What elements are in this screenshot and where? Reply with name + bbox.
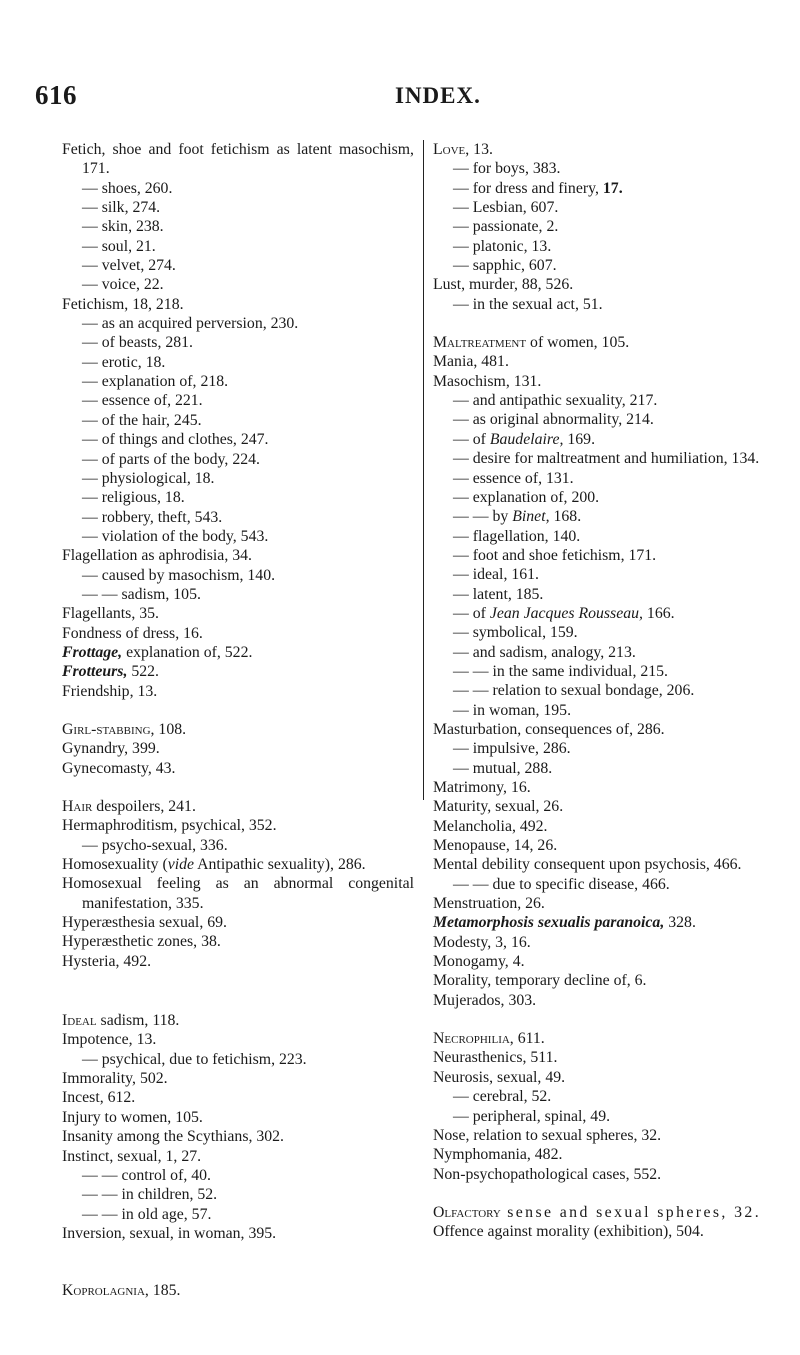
entry-italic: Jean Jacques Rousseau, bbox=[489, 604, 643, 622]
index-subentry: — flagellation, 140. bbox=[453, 527, 581, 545]
entry-italic: Binet, bbox=[512, 508, 550, 526]
index-subentry: — — sadism, 105. bbox=[82, 585, 201, 603]
index-subentry: — velvet, 274. bbox=[82, 257, 176, 275]
subentry-list bbox=[62, 1166, 414, 1224]
index-subentry: — impulsive, 286. bbox=[453, 740, 571, 758]
index-subentry: — of things and clothes, 247. bbox=[82, 431, 269, 449]
index-entry: Nose, relation to sexual spheres, 32. bbox=[433, 1126, 662, 1144]
index-subentry: — ideal, 161. bbox=[453, 566, 539, 584]
index-entry bbox=[62, 1281, 414, 1300]
section-term: Maltreatment bbox=[433, 334, 527, 352]
index-entry: Mania, 481. bbox=[433, 353, 509, 371]
index-entry: Neurasthenics, 511. bbox=[433, 1049, 558, 1067]
entry-rest: 108. bbox=[154, 720, 187, 738]
index-entry: Insanity among the Scythians, 302. bbox=[62, 1128, 285, 1146]
entry-part: 166. bbox=[642, 604, 675, 622]
index-subentry: — — in the same individual, 215. bbox=[453, 662, 668, 680]
index-entry: Lust, murder, 88, 526. bbox=[433, 276, 574, 294]
index-subentry: — latent, 185. bbox=[453, 585, 544, 603]
index-entry: Hysteria, 492. bbox=[62, 952, 152, 970]
index-subentry: — as original abnormality, 214. bbox=[453, 411, 654, 429]
index-entry bbox=[62, 1011, 414, 1030]
index-entry: Menstruation, 26. bbox=[433, 895, 545, 913]
index-subentry: — religious, 18. bbox=[82, 489, 185, 507]
entry-rest: 522. bbox=[127, 663, 159, 681]
index-subentry bbox=[433, 430, 763, 449]
index-entry: Hyperæsthesia sexual, 69. bbox=[62, 914, 227, 932]
subentry-list bbox=[433, 159, 763, 178]
index-subentry: — in the sexual act, 51. bbox=[453, 295, 603, 313]
index-subentry: — essence of, 221. bbox=[82, 392, 203, 410]
index-entry: Menopause, 14, 26. bbox=[433, 837, 558, 855]
index-subentry: — and sadism, analogy, 213. bbox=[453, 643, 636, 661]
section-term: Love, bbox=[433, 141, 470, 158]
index-subentry: — — due to specific disease, 466. bbox=[453, 875, 670, 893]
subentry-list bbox=[433, 1087, 763, 1126]
index-subentry: — voice, 22. bbox=[82, 276, 164, 294]
section-term: Olfactory bbox=[433, 1203, 501, 1221]
entry-bold: 17. bbox=[602, 179, 623, 197]
entry-term: Frottage, bbox=[62, 643, 123, 661]
subentry-list bbox=[433, 198, 763, 275]
index-subentry: — — relation to sexual bondage, 206. bbox=[453, 682, 695, 700]
subentry-list bbox=[62, 314, 414, 546]
index-subentry: — essence of, 131. bbox=[453, 469, 574, 487]
entry-part: 169. bbox=[563, 430, 596, 448]
entry-italic: vide bbox=[167, 856, 195, 874]
column-divider bbox=[423, 140, 424, 800]
index-entry: Gynandry, 399. bbox=[62, 740, 160, 758]
index-entry: Flagellants, 35. bbox=[62, 605, 159, 623]
subentry-list bbox=[433, 449, 763, 507]
running-head: INDEX. bbox=[395, 83, 481, 108]
index-entry: Fondness of dress, 16. bbox=[62, 624, 203, 642]
index-subentry bbox=[433, 604, 763, 623]
entry-part: — of bbox=[453, 430, 490, 448]
subentry-list bbox=[433, 739, 763, 778]
subentry-list bbox=[62, 179, 414, 295]
page-number: 616 bbox=[35, 80, 77, 110]
index-entry: Gynecomasty, 43. bbox=[62, 759, 176, 777]
subentry-list bbox=[62, 836, 414, 855]
entry-italic: Baudelaire, bbox=[489, 430, 564, 448]
index-subentry: — in woman, 195. bbox=[453, 701, 572, 719]
index-entry bbox=[62, 797, 414, 816]
index-entry bbox=[433, 1029, 763, 1048]
index-entry bbox=[433, 913, 763, 932]
subentry-list bbox=[433, 527, 763, 604]
entry-part: — of bbox=[453, 604, 490, 622]
index-subentry: — desire for maltreatment and humiliation, 134. bbox=[453, 450, 760, 468]
index-entry: Hyperæsthetic zones, 38. bbox=[62, 933, 221, 951]
index-subentry: — and antipathic sexuality, 217. bbox=[453, 392, 658, 410]
index-entry bbox=[62, 855, 414, 874]
index-subentry: — symbolical, 159. bbox=[453, 624, 578, 642]
entry-rest: 611. bbox=[513, 1030, 545, 1048]
index-subentry: — Lesbian, 607. bbox=[453, 199, 559, 217]
left-column bbox=[62, 140, 414, 1301]
index-entry bbox=[433, 140, 763, 159]
index-entry: Fetichism, 18, 218. bbox=[62, 295, 184, 313]
index-subentry: — psycho-sexual, 336. bbox=[82, 836, 228, 854]
index-entry: Offence against morality (exhibition), 504. bbox=[433, 1223, 704, 1241]
section-term: Ideal bbox=[62, 1012, 97, 1030]
subentry-list bbox=[433, 391, 763, 430]
index-entry: Morality, temporary decline of, 6. bbox=[433, 972, 647, 990]
index-subentry: — of parts of the body, 224. bbox=[82, 450, 260, 468]
index-subentry: — skin, 238. bbox=[82, 218, 164, 236]
index-entry: Hermaphroditism, psychical, 352. bbox=[62, 817, 277, 835]
index-entry: Monogamy, 4. bbox=[433, 953, 525, 971]
index-subentry: — — in children, 52. bbox=[82, 1186, 218, 1204]
index-entry: Inversion, sexual, in woman, 395. bbox=[62, 1224, 277, 1242]
index-subentry: — passionate, 2. bbox=[453, 218, 559, 236]
page-header bbox=[0, 80, 800, 120]
entry-rest: explanation of, 522. bbox=[122, 643, 253, 661]
index-subentry: — peripheral, spinal, 49. bbox=[453, 1107, 611, 1125]
entry-term: Frotteurs, bbox=[62, 663, 128, 681]
index-entry: Maturity, sexual, 26. bbox=[433, 798, 564, 816]
index-subentry: — — in old age, 57. bbox=[82, 1205, 212, 1223]
index-entry bbox=[62, 662, 414, 681]
entry-rest: 13. bbox=[469, 141, 493, 158]
index-entry bbox=[433, 333, 763, 352]
entry-rest: despoilers, 241. bbox=[92, 798, 196, 815]
subentry-list bbox=[62, 1050, 414, 1069]
entry-part: — for dress and finery, bbox=[453, 179, 603, 197]
index-entry: Non-psychopathological cases, 552. bbox=[433, 1165, 662, 1183]
index-subentry: — psychical, due to fetichism, 223. bbox=[82, 1050, 307, 1068]
index-entry: Masturbation, consequences of, 286. bbox=[433, 720, 665, 738]
index-entry: Masochism, 131. bbox=[433, 372, 542, 390]
index-entry: Homosexual feeling as an abnormal congenital manifestation, 335. bbox=[62, 875, 414, 912]
subentry-list bbox=[433, 875, 763, 894]
index-subentry: — cerebral, 52. bbox=[453, 1088, 552, 1106]
index-entry bbox=[62, 643, 414, 662]
index-subentry: — violation of the body, 543. bbox=[82, 527, 269, 545]
index-subentry: — mutual, 288. bbox=[453, 759, 553, 777]
section-term: Girl-stabbing, bbox=[62, 720, 155, 738]
right-column bbox=[433, 140, 763, 1242]
index-subentry: — erotic, 18. bbox=[82, 353, 166, 371]
entry-rest: of women, 105. bbox=[526, 334, 630, 352]
entry-term: Metamorphosis sexualis paranoica, bbox=[433, 914, 665, 932]
subentry-list bbox=[433, 623, 763, 720]
index-entry: Melancholia, 492. bbox=[433, 817, 548, 835]
index-subentry: — of the hair, 245. bbox=[82, 411, 202, 429]
index-entry: Fetich, shoe and foot fetichism as latent masochism, 171. bbox=[62, 141, 414, 178]
index-subentry: — physiological, 18. bbox=[82, 469, 215, 487]
index-entry: Incest, 612. bbox=[62, 1089, 136, 1107]
index-entry: Friendship, 13. bbox=[62, 682, 158, 700]
index-subentry: — foot and shoe fetichism, 171. bbox=[453, 546, 657, 564]
index-entry: Mujerados, 303. bbox=[433, 991, 537, 1009]
index-subentry bbox=[433, 179, 763, 198]
index-entry: Matrimony, 16. bbox=[433, 779, 531, 796]
subentry-list bbox=[62, 566, 414, 605]
index-subentry: — shoes, 260. bbox=[82, 179, 173, 197]
index-entry: Nymphomania, 482. bbox=[433, 1146, 563, 1164]
index-subentry: — for boys, 383. bbox=[453, 160, 561, 178]
index-entry bbox=[62, 720, 414, 739]
index-entry bbox=[433, 1203, 763, 1222]
index-subentry: — of beasts, 281. bbox=[82, 334, 194, 352]
entry-part: — — by bbox=[453, 508, 513, 526]
index-subentry: — soul, 21. bbox=[82, 237, 156, 255]
index-entry: Instinct, sexual, 1, 27. bbox=[62, 1147, 202, 1165]
entry-part: Homosexuality ( bbox=[62, 856, 168, 874]
section-term: Hair bbox=[62, 798, 93, 815]
index-subentry: — explanation of, 200. bbox=[453, 488, 600, 506]
index-subentry: — as an acquired perversion, 230. bbox=[82, 315, 299, 333]
index-subentry: — sapphic, 607. bbox=[453, 257, 557, 275]
index-entry: Modesty, 3, 16. bbox=[433, 933, 531, 951]
entry-part: Antipathic sexuality), 286. bbox=[194, 856, 366, 874]
entry-rest: sense and sexual spheres, 32. bbox=[500, 1203, 762, 1221]
index-subentry: — robbery, theft, 543. bbox=[82, 508, 223, 526]
index-subentry: — — control of, 40. bbox=[82, 1166, 211, 1184]
index-subentry: — platonic, 13. bbox=[453, 237, 552, 255]
index-subentry: — silk, 274. bbox=[82, 199, 161, 217]
index-subentry: — explanation of, 218. bbox=[82, 373, 229, 391]
index-entry: Neurosis, sexual, 49. bbox=[433, 1068, 566, 1086]
entry-part: 168. bbox=[549, 508, 582, 526]
section-term: Koprolagnia, bbox=[62, 1282, 149, 1300]
entry-rest: 328. bbox=[664, 914, 696, 932]
subentry-list bbox=[433, 295, 763, 314]
index-entry: Immorality, 502. bbox=[62, 1070, 168, 1088]
entry-rest: sadism, 118. bbox=[96, 1012, 180, 1030]
entry-rest: 185. bbox=[148, 1282, 181, 1300]
index-subentry bbox=[433, 507, 763, 526]
index-entry: Injury to women, 105. bbox=[62, 1108, 203, 1126]
index-subentry: — caused by masochism, 140. bbox=[82, 566, 276, 584]
index-entry: Mental debility consequent upon psychosis, 466. bbox=[433, 856, 742, 874]
index-entry: Flagellation as aphrodisia, 34. bbox=[62, 547, 252, 565]
index-entry: Impotence, 13. bbox=[62, 1031, 157, 1049]
section-term: Necrophilia, bbox=[433, 1030, 514, 1048]
